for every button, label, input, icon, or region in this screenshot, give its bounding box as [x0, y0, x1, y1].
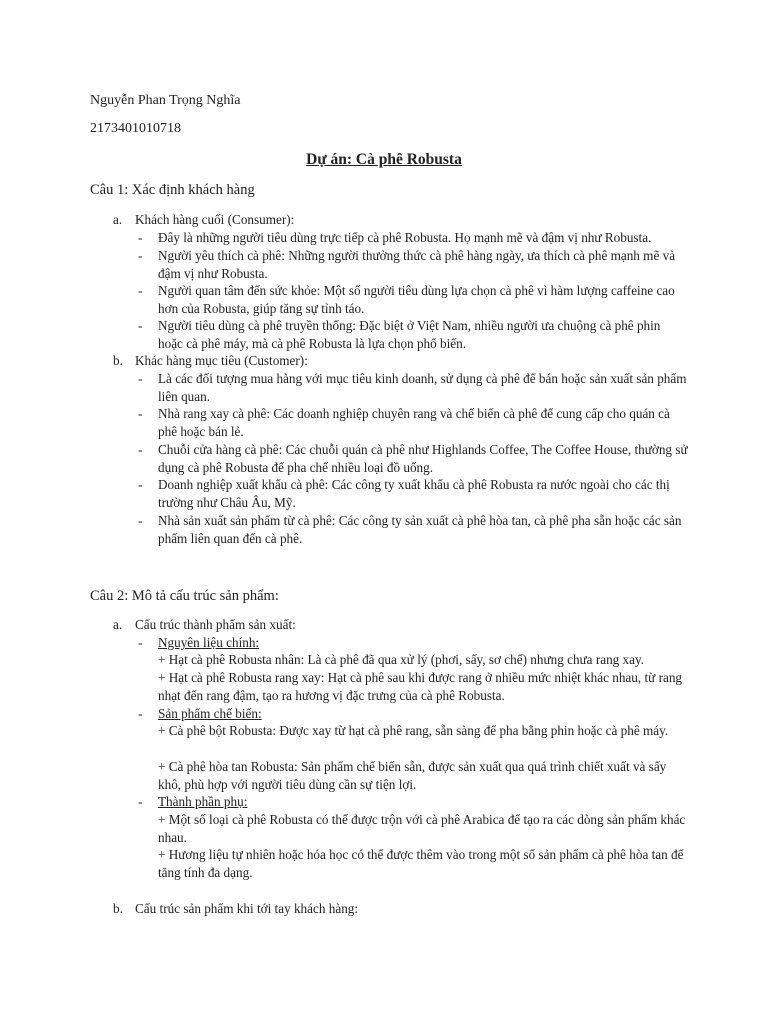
list-item: + Một số loại cà phê Robusta có thể được trộn với cà phê Arabica để tạo ra các dòng sản phẩm khác nhau. [158, 812, 686, 845]
dash-bullet: - [138, 371, 143, 386]
group-title-secondary-ingredients: Thành phần phụ: [158, 794, 248, 809]
q2-b-label: Cấu trúc sản phẩm khi tới tay khách hàng: [135, 901, 359, 916]
list-item: Người tiêu dùng cà phê truyền thống: Đặc biệt ở Việt Nam, nhiều người ưa chuộng cà phê phin hoặc cà phê máy, mà cà phê Robusta là lựa chọn phổ biến. [158, 318, 661, 351]
list-marker-b: b. [113, 353, 123, 368]
document-title: Dự án: Cà phê Robusta [306, 151, 462, 168]
q2-a-label: Cấu trúc thành phẩm sản xuất: [135, 617, 296, 632]
dash-bullet: - [138, 477, 143, 492]
list-marker-a: a. [113, 617, 123, 632]
dash-bullet: - [138, 706, 143, 721]
list-item: Đây là những người tiêu dùng trực tiếp cà phê Robusta. Họ mạnh mẽ và đậm vị như Robusta. [158, 230, 652, 245]
list-item: Người quan tâm đến sức khỏe: Một số người tiêu dùng lựa chọn cà phê vì hàm lượng caffeine cao hơn của Robusta, giúp tăng sự tỉnh táo. [158, 283, 675, 316]
list-item: Là các đối tượng mua hàng với mục tiêu kinh doanh, sử dụng cà phê để bán hoặc sản xuất sản phẩm liên quan. [158, 371, 687, 404]
dash-bullet: - [138, 406, 143, 421]
list-item: + Hạt cà phê Robusta nhân: Là cà phê đã qua xử lý (phơi, sấy, sơ chế) nhưng chưa rang xay. [158, 652, 645, 667]
dash-bullet: - [138, 794, 143, 809]
list-item: Doanh nghiệp xuất khẩu cà phê: Các công ty xuất khẩu cà phê Robusta ra nước ngoài cho các thị trường như Châu Âu, Mỹ. [158, 477, 670, 510]
question-1-heading: Câu 1: Xác định khách hàng [90, 182, 255, 198]
question-2-heading: Câu 2: Mô tả cấu trúc sản phẩm: [90, 588, 279, 604]
q1-a-label: Khách hàng cuối (Consumer): [135, 212, 295, 227]
dash-bullet: - [138, 513, 143, 528]
dash-bullet: - [138, 248, 143, 263]
list-marker-a: a. [113, 212, 123, 227]
dash-bullet: - [138, 283, 143, 298]
list-item: Nhà sản xuất sản phẩm từ cà phê: Các công ty sản xuất cà phê hòa tan, cà phê pha sẵn hoặc các sản phẩm liên quan đến cà phê. [158, 513, 682, 546]
list-marker-b: b. [113, 901, 123, 916]
dash-bullet: - [138, 318, 143, 333]
list-item: + Cà phê hòa tan Robusta: Sản phẩm chế biến sẵn, được sản xuất qua quá trình chiết xuất và sấy khô, phù hợp với người tiêu dùng cần sự tiện lợi. [158, 759, 667, 792]
author-name: Nguyễn Phan Trọng Nghĩa [90, 93, 241, 108]
q1-b-label: Khác hàng mục tiêu (Customer): [135, 353, 308, 368]
student-id: 2173401010718 [90, 121, 181, 136]
list-item: Chuỗi cửa hàng cà phê: Các chuỗi quán cà phê như Highlands Coffee, The Coffee House, thường sử dụng cà phê Robusta để pha chế nhiều loại đồ uống. [158, 442, 688, 475]
dash-bullet: - [138, 635, 143, 650]
group-title-processed-products: Sản phẩm chế biến: [158, 706, 262, 721]
list-item: Nhà rang xay cà phê: Các doanh nghiệp chuyên rang và chế biến cà phê để cung cấp cho quán cà phê hoặc bán lẻ. [158, 406, 670, 439]
dash-bullet: - [138, 230, 143, 245]
dash-bullet: - [138, 442, 143, 457]
list-item: + Hạt cà phê Robusta rang xay: Hạt cà phê sau khi được rang ở nhiều mức nhiệt khác nhau, từ rang nhạt đến rang đậm, tạo ra hương vị đặc trưng của cà phê Robusta. [158, 670, 683, 703]
list-item: + Cà phê bột Robusta: Được xay từ hạt cà phê rang, sẵn sàng để pha bằng phin hoặc cà phê máy. [158, 723, 669, 738]
group-title-main-ingredients: Nguyên liệu chính: [158, 635, 260, 650]
list-item: Người yêu thích cà phê: Những người thưởng thức cà phê hàng ngày, ưa thích cà phê mạnh mẽ và đậm vị như Robusta. [158, 248, 676, 281]
list-item: + Hương liệu tự nhiên hoặc hóa học có thể được thêm vào trong một số sản phẩm cà phê hòa tan để tăng tính đa dạng. [158, 847, 684, 880]
